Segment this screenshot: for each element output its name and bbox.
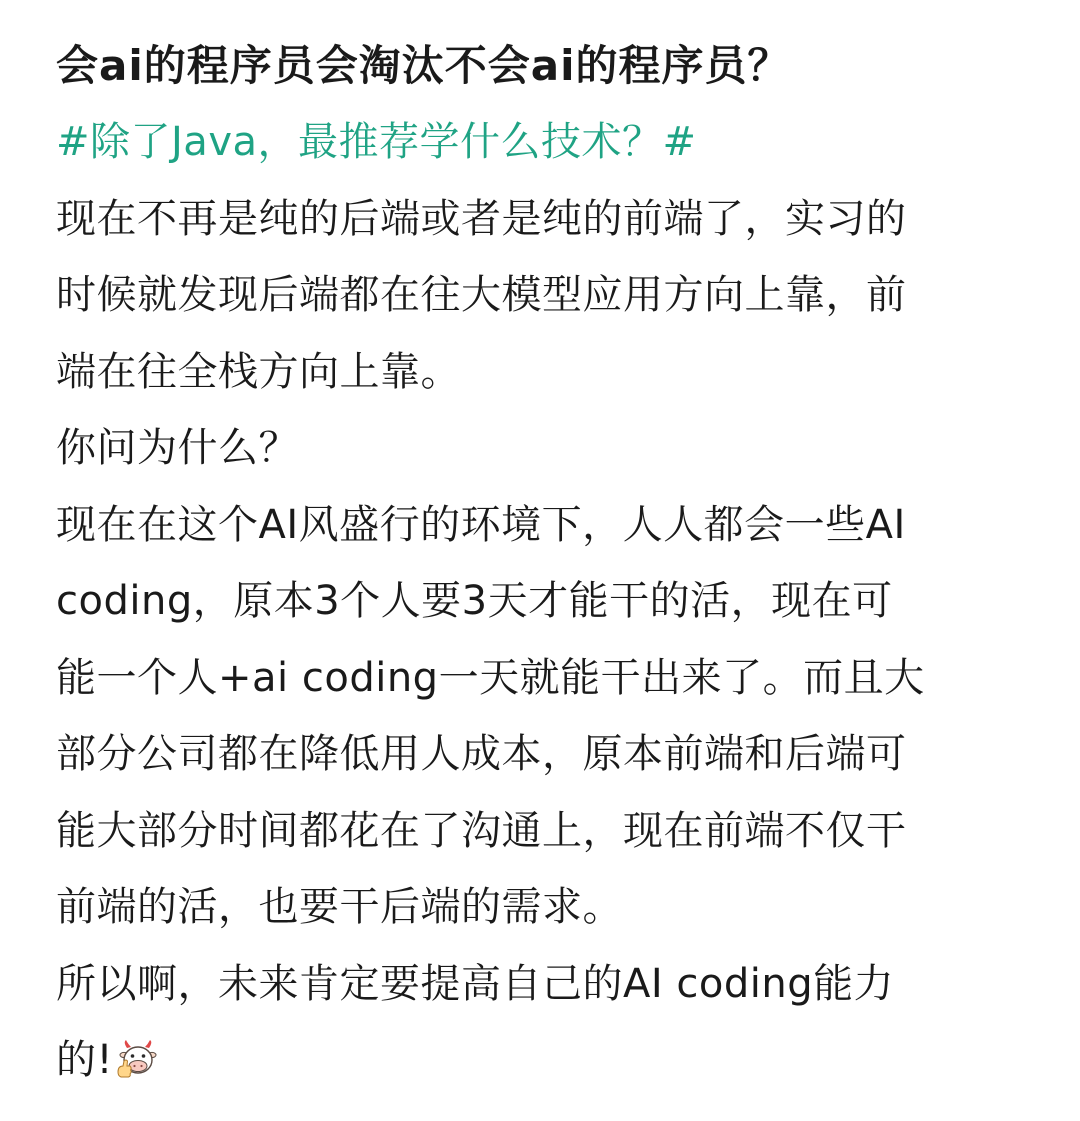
body-line: 时候就发现后端都在往大模型应用方向上靠，前	[56, 272, 907, 318]
body-line: coding，原本3个人要3天才能干的活，现在可	[56, 578, 893, 624]
body-line-last	[56, 1022, 1026, 1099]
body-line: 端在往全栈方向上靠。	[56, 348, 461, 395]
post-content	[56, 28, 1026, 1099]
body-line: 你问为什么？	[56, 425, 299, 471]
body-line: 部分公司都在降低用人成本，原本前端和后端可	[56, 731, 907, 777]
body-line: 前端的活，也要干后端的需求。	[56, 884, 623, 930]
topic-hashtag[interactable]: #除了Java，最推荐学什么技术？#	[56, 119, 697, 165]
body-line: 能大部分时间都花在了沟通上，现在前端不仅干	[56, 807, 907, 854]
post-body	[56, 181, 1026, 1099]
body-line: 现在在这个AI风盛行的环境下，人人都会一些AI	[56, 501, 906, 548]
cow-thumbs-up-icon	[115, 1033, 161, 1079]
post-title: 会ai的程序员会淘汰不会ai的程序员？	[56, 41, 791, 90]
last-line-text: 的!	[56, 1037, 114, 1083]
body-line: 现在不再是纯的后端或者是纯的前端了，实习的	[56, 195, 907, 242]
body-line: 所以啊，未来肯定要提高自己的AI coding能力	[56, 960, 895, 1007]
body-line: 能一个人+ai coding一天就能干出来了。而且大	[56, 654, 925, 701]
